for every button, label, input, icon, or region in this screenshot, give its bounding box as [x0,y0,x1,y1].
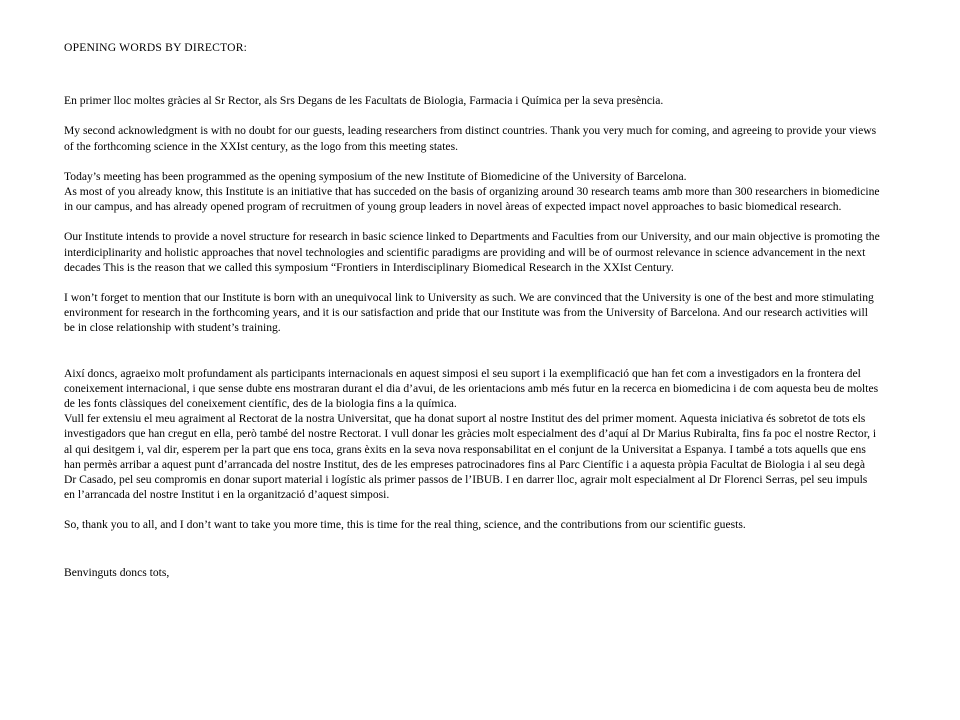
paragraph-thanks-participants: Així doncs, agraeixo molt profundament als participants internacionals en aquest simposi el seu suport i la exemplificació que han fet com a investigadors en la frontera del coneixement internacional, i que sense dubte ens mostraran durant el dia d’avui, de les orientacions amb més futur en la recerca en biomedicina i de com aquesta beu de moltes de les fonts clàssiques del coneixement científic, des de la biologia fins a la química. [64,366,879,411]
paragraph-welcome-closing: Benvinguts doncs tots, [64,565,170,579]
paragraph-university-link: I won’t forget to mention that our Institute is born with an unequivocal link to University as such. We are convinced that the University is one of the best and more stimulating environment for research in the forthcoming years, and it is our satisfaction and pride that our Institute was from the University of Barcelona. And our research activities will be in close relationship with student’s training. [64,291,874,335]
paragraph-closing: So, thank you to all, and I don’t want to take you more time, this is time for the real thing, science, and the contributions from our scientific guests. [64,518,746,532]
paragraph-thanks-rectorat: Vull fer extensiu el meu agraiment al Rectorat de la nostra Universitat, que ha donat suport al nostre Institut des del primer moment. Aquesta iniciativa és sobretot de tots els investigadors que han cregut en ella, però també del nostre Rectorat. I vull donar les gràcies molt especialment des d’aquí al Dr Marius Rubiralta, fins fa poc el nostre Rector, i al qui desitgem i, val dir, esperem per la part que ens toca, grans èxits en la seva nova responsabilitat en el conjunt de la Universitat a Espanya. I també a tots aquells que ens han permès arribar a aquest punt d’arrancada del nostre Institut, des de les empreses patrocinadores fins al Parc Científic i a aquesta pròpia Facultat de Biologia i al seu degà Dr Casado, pel seu compromis en donar suport material i logístic als primer passos de l’IBUB. I en darrer lloc, agrair molt especialment al Dr Florenci Serras, pel seu impuls en l’arrancada del nostre Institut i en la organització d’aquest simposi. [64,412,877,502]
paragraph-guests-acknowledgment: My second acknowledgment is with no doubt for our guests, leading researchers from distinct countries. Thank you very much for coming, and agreeing to provide your views of the forthcoming science in the XXIst century, as the logo from this meeting states. [64,124,877,153]
document-page [64,40,880,580]
paragraph-welcome-catalan: En primer lloc moltes gràcies al Sr Rector, als Srs Degans de les Facultats de Biologia, Farmacia i Química per la seva presència. [64,94,664,108]
document-title: OPENING WORDS BY DIRECTOR: [64,41,248,54]
paragraph-institute-objective: Our Institute intends to provide a novel structure for research in basic science linked to Departments and Faculties from our University, and our main objective is promoting the interdiciplinarity and holistic approaches that novel technologies and scientific paradigms are providing and will be of ourmost relevance in science advancement in the next decades This is the reason that we called this symposium “Frontiers in Interdisciplinary Biomedical Research in the XXIst Century. [64,230,880,274]
paragraph-meeting-intro: Today’s meeting has been programmed as the opening symposium of the new Institute of Biomedicine of the University of Barcelona. [64,169,687,183]
paragraph-institute-initiative: As most of you already know, this Institute is an initiative that has succeded on the basis of organizing around 30 research teams amb more than 300 researchers in biomedicine in our campus, and has already opened program of recruitmen of young group leaders in novel àreas of expected impact novel approaches to basic biomedical research. [64,185,880,214]
